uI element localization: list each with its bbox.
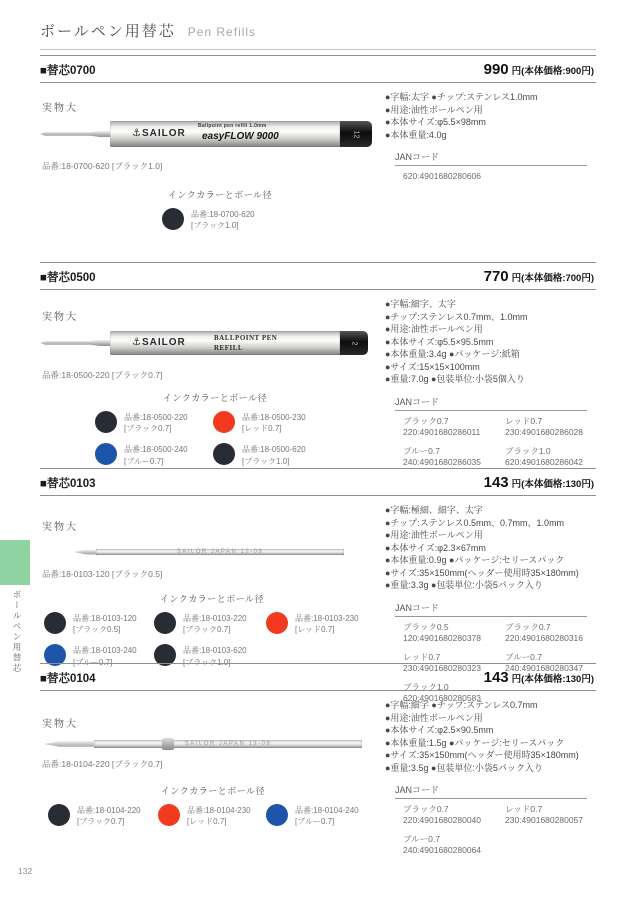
- ink-color-list: [44, 612, 380, 668]
- spec-line: ●本体サイズ:φ5.5×98mm: [385, 117, 486, 127]
- spec-line: ●字幅:太字 ●チップ:ステンレス1.0mm: [385, 92, 538, 102]
- jan-heading: JANコード: [395, 150, 587, 166]
- ink-color-list: [48, 804, 378, 827]
- actual-size-label: 実物大: [42, 719, 78, 730]
- price-amount: 143: [483, 474, 509, 491]
- pen-tip: [40, 340, 110, 346]
- ink-color-item: [213, 443, 331, 466]
- jan-item: ブラック1.0 620:4901680280583: [403, 681, 481, 703]
- pen-refill-photo: [40, 327, 385, 359]
- spec-line: ●重量:3.5g ●包装単位:小袋5パック入り: [385, 762, 543, 773]
- price-amount: 143: [483, 669, 509, 686]
- spec-line: ●サイズ:35×150mm(ヘッダー使用時35×180mm): [385, 567, 579, 578]
- ink-color-item: [213, 411, 331, 434]
- pen-body-text: SAILOR JAPAN 12-08: [176, 549, 264, 555]
- pen-barrel: [94, 740, 362, 748]
- ink-color-item: [162, 208, 255, 231]
- spec-line: ●用途:油性ボールペン用: [385, 530, 483, 540]
- pen-model-text: easyFLOW 9000: [202, 131, 279, 142]
- ink-swatch: [154, 612, 176, 634]
- ink-item-text: 品番:18-0500-220 [ブラック0.7]: [124, 413, 188, 434]
- ink-swatch: [266, 804, 288, 826]
- spec-line: ●用途:油性ボールペン用: [385, 324, 483, 334]
- product-name: ■替芯0700: [40, 65, 96, 77]
- spec-line: ●サイズ:15×15×100mm: [385, 361, 480, 372]
- jan-code-block: [395, 150, 596, 182]
- jan-item: ブラック1.0 620:4901680286042: [505, 445, 583, 467]
- part-number: 品番:18-0700-620 [ブラック1.0]: [42, 161, 163, 171]
- price-note: 円(本体価格:130円): [511, 674, 594, 685]
- pen-brand-text: ⚓SAILOR: [132, 128, 186, 139]
- price-note: 円(本体価格:900円): [511, 66, 594, 77]
- pen-collar: [162, 738, 174, 750]
- spec-line: ●チップ:ステンレス0.7mm、1.0mm: [385, 311, 528, 322]
- spec-line: ●字幅:極細、細字、太字: [385, 505, 483, 515]
- spec-line: ●本体重量:4.0g: [385, 129, 447, 140]
- spec-list: [385, 504, 596, 592]
- spec-line: ●本体重量:1.5g ●パッケージ:セリースパック: [385, 737, 565, 748]
- actual-size-label: 実物大: [42, 522, 78, 533]
- spec-line: ●用途:油性ボールペン用: [385, 712, 483, 723]
- ink-swatch: [44, 612, 66, 634]
- jan-code-block: [395, 783, 596, 856]
- ink-swatch: [213, 411, 235, 433]
- pen-barrel-small-text: Ballpoint pen refill 1.0mm: [198, 123, 267, 129]
- ink-color-list: [140, 208, 300, 231]
- ink-color-heading: インクカラーとボール径: [159, 594, 265, 604]
- pen-refill-photo: [44, 740, 385, 748]
- price-note: 円(本体価格:700円): [511, 273, 594, 284]
- jan-item: レッド0.7 230:4901680280323: [403, 651, 481, 673]
- pen-cap-number: 2: [350, 341, 358, 345]
- jan-heading: JANコード: [395, 601, 587, 617]
- spec-line: ●本体サイズ:φ2.5×90.5mm: [385, 725, 494, 735]
- product-price: [484, 268, 594, 285]
- section-header: [40, 262, 596, 290]
- ink-item-text: 品番:18-0700-620 [ブラック1.0]: [191, 210, 255, 231]
- ink-color-item: [48, 804, 158, 827]
- ink-color-list: [95, 411, 335, 467]
- product-section-0104: [40, 663, 596, 858]
- jan-list: [395, 171, 596, 182]
- jan-list: [395, 416, 596, 468]
- jan-item: レッド0.7 230:4901680286028: [505, 415, 583, 437]
- part-number: 品番:18-0500-220 [ブラック0.7]: [42, 370, 163, 380]
- ink-item-text: 品番:18-0104-220 [ブラック0.7]: [77, 806, 141, 827]
- ink-color-item: [266, 804, 374, 827]
- ink-color-block: [95, 391, 335, 467]
- jan-item: ブラック0.7 220:4901680286011: [403, 415, 481, 437]
- pen-body-text: SAILOR JAPAN 13-08: [184, 741, 272, 747]
- page-subtitle: Pen Refills: [187, 25, 257, 39]
- ink-swatch: [213, 443, 235, 465]
- pen-end-cap: [340, 331, 368, 355]
- spec-line: ●本体重量:0.9g ●パッケージ:セリースパック: [385, 555, 565, 565]
- pen-tip: [74, 550, 96, 555]
- ink-color-block: [44, 592, 380, 668]
- price-amount: 990: [483, 61, 509, 78]
- price-amount: 770: [483, 268, 509, 285]
- jan-code-block: [395, 395, 596, 468]
- spec-line: ●重量:7.0g ●包装単位:小袋5個入り: [385, 374, 525, 384]
- ink-color-block: [140, 188, 300, 231]
- page-title: ボールペン用替芯: [40, 23, 176, 40]
- category-tab: [0, 540, 30, 585]
- jan-item: レッド0.7 230:4901680280057: [505, 804, 583, 826]
- ink-swatch: [162, 208, 184, 230]
- page-header: [40, 20, 596, 50]
- pen-end-cap: [340, 121, 372, 147]
- pen-refill-photo: [40, 118, 385, 150]
- pen-barrel: [110, 331, 340, 355]
- pen-barrel: [96, 549, 344, 555]
- ink-item-text: 品番:18-0104-240 [ブルー0.7]: [295, 806, 359, 827]
- ink-item-text: 品番:18-0103-240 [ブルー0.7]: [73, 646, 137, 667]
- section-header: [40, 663, 596, 691]
- pen-refill-photo: [74, 549, 385, 555]
- pen-brand-text: ⚓SAILOR: [132, 337, 186, 348]
- product-section-0500: [40, 262, 596, 468]
- product-price: [484, 61, 594, 78]
- pen-cap-number: 12: [352, 130, 360, 138]
- category-vertical-label: ボールペン用替芯: [12, 590, 22, 674]
- spec-line: ●サイズ:35×150mm(ヘッダー使用時35×180mm): [385, 750, 579, 760]
- jan-list: [395, 804, 596, 856]
- jan-item: ブラック0.7 220:4901680280040: [403, 804, 481, 826]
- spec-list: [385, 699, 596, 774]
- product-name: ■替芯0104: [40, 673, 96, 685]
- product-price: [484, 474, 594, 491]
- ink-item-text: 品番:18-0104-230 [レッド0.7]: [187, 806, 251, 827]
- ink-color-item: [95, 411, 213, 434]
- price-note: 円(本体価格:130円): [511, 479, 594, 490]
- ink-item-text: 品番:18-0103-220 [ブラック0.7]: [183, 614, 247, 635]
- spec-line: ●重量:3.3g ●包装単位:小袋5パック入り: [385, 580, 543, 590]
- ink-item-text: 品番:18-0103-230 [レッド0.7]: [295, 614, 359, 635]
- ink-item-text: 品番:18-0500-240 [ブルー0.7]: [124, 445, 188, 466]
- actual-size-label: 実物大: [42, 312, 78, 323]
- ink-color-item: [95, 443, 213, 466]
- ink-color-item: [44, 612, 154, 635]
- section-header: [40, 468, 596, 496]
- product-name: ■替芯0103: [40, 478, 96, 490]
- actual-size-label: 実物大: [42, 103, 78, 114]
- product-name: ■替芯0500: [40, 272, 96, 284]
- section-header: [40, 55, 596, 83]
- ink-color-item: [154, 612, 266, 635]
- anchor-icon: ⚓: [132, 128, 142, 139]
- spec-line: ●本体重量:3.4g ●パッケージ:紙箱: [385, 349, 520, 359]
- ink-swatch: [95, 443, 117, 465]
- spec-list: [385, 298, 596, 386]
- spec-line: ●字幅:細字 ●チップ:ステンレス0.7mm: [385, 700, 538, 710]
- ink-color-item: [158, 804, 266, 827]
- part-number: 品番:18-0103-120 [ブラック0.5]: [42, 569, 163, 579]
- product-section-0700: [40, 55, 596, 262]
- jan-item: ブラック0.5 120:4901680280378: [403, 621, 481, 643]
- page-number: 132: [18, 866, 33, 876]
- jan-item: ブラック0.7 220:4901680280316: [505, 621, 583, 643]
- spec-line: ●用途:油性ボールペン用: [385, 104, 483, 115]
- jan-heading: JANコード: [395, 395, 587, 411]
- ink-swatch: [158, 804, 180, 826]
- spec-line: ●チップ:ステンレス0.5mm、0.7mm、1.0mm: [385, 517, 565, 528]
- pen-barrel: [110, 121, 340, 147]
- jan-item: 620:4901680280606: [403, 171, 481, 181]
- ink-color-block: [48, 784, 378, 827]
- ink-color-heading: インクカラーとボール径: [167, 190, 273, 200]
- jan-item: ブルー0.7 240:4901680286035: [403, 445, 481, 467]
- ink-item-text: 品番:18-0103-120 [ブラック0.5]: [73, 614, 137, 635]
- jan-heading: JANコード: [395, 783, 587, 799]
- ink-swatch: [95, 411, 117, 433]
- ink-color-item: [266, 612, 378, 635]
- spec-list: [385, 91, 596, 141]
- ink-item-text: 品番:18-0500-620 [ブラック1.0]: [242, 445, 306, 466]
- pen-model-text: BALLPOINT PEN REFILL: [214, 334, 278, 352]
- jan-item: ブルー0.7 240:4901680280347: [505, 651, 583, 673]
- ink-item-text: 品番:18-0500-230 [レッド0.7]: [242, 413, 306, 434]
- ink-color-heading: インクカラーとボール径: [160, 786, 266, 796]
- jan-item: ブルー0.7 240:4901680280064: [403, 834, 481, 856]
- ink-swatch: [48, 804, 70, 826]
- part-number: 品番:18-0104-220 [ブラック0.7]: [42, 759, 163, 769]
- spec-line: ●字幅:細字、太字: [385, 299, 456, 309]
- ink-color-heading: インクカラーとボール径: [162, 393, 268, 403]
- spec-line: ●本体サイズ:φ2.3×67mm: [385, 542, 486, 553]
- anchor-icon: ⚓: [132, 337, 142, 348]
- spec-line: ●本体サイズ:φ5.5×95.5mm: [385, 336, 494, 347]
- ink-item-text: 品番:18-0103-620 [ブラック1.0]: [183, 646, 247, 667]
- pen-tip: [40, 131, 110, 137]
- pen-tip: [44, 741, 94, 748]
- product-price: [484, 669, 594, 686]
- ink-swatch: [266, 612, 288, 634]
